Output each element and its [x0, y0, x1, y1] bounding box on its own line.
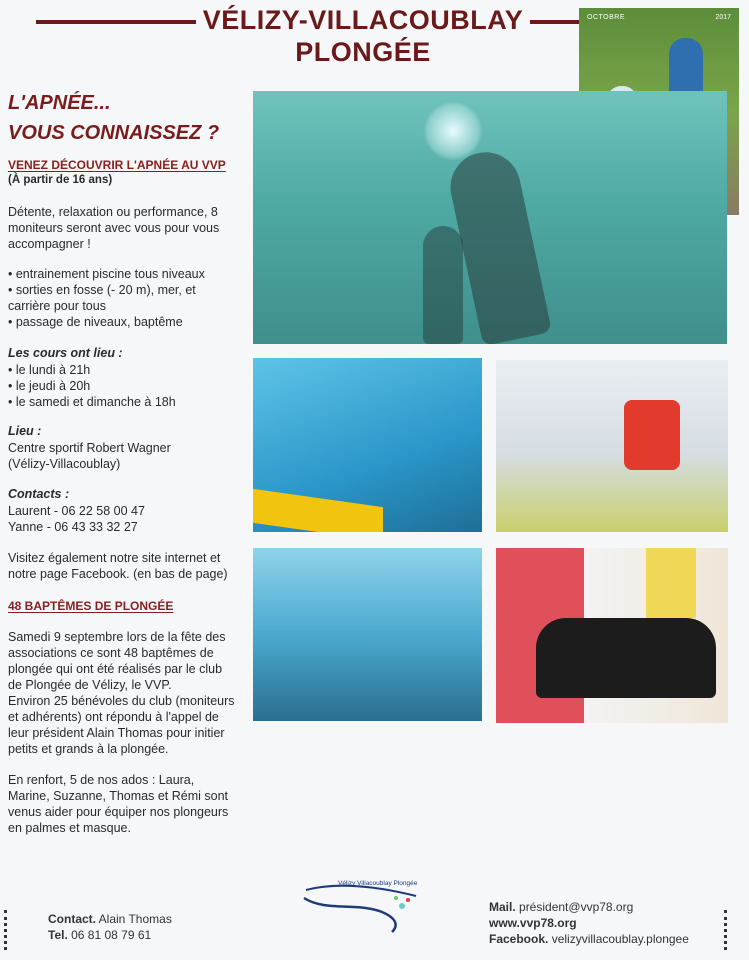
contact-line-1: Laurent - 06 22 58 00 47 [8, 504, 145, 518]
title-line-2: PLONGÉE [295, 37, 431, 67]
intro-lede [8, 88, 219, 148]
section-title-apnee: VENEZ DÉCOUVRIR L'APNÉE AU VVP [8, 158, 226, 172]
baptemes-paragraph-1: Samedi 9 septembre lors de la fête des associations ce sont 48 baptêmes de plongée qui ont été réalisés par le club de Plongée de Vélizy, le VVP. [8, 630, 226, 692]
list-item: • le samedi et dimanche à 18h [8, 394, 238, 410]
club-logo [296, 872, 426, 940]
facebook-link[interactable]: velizyvillacoublay.plongee [551, 932, 689, 946]
cover-month: OCTOBRE [587, 14, 625, 21]
pool-floats [646, 548, 696, 618]
title-line-1: VÉLIZY-VILLACOUBLAY [202, 5, 524, 35]
location-line-1: Centre sportif Robert Wagner [8, 441, 171, 455]
facebook-label: Facebook. [489, 932, 549, 946]
contact-label: Contact. [48, 912, 96, 926]
contacts-text [8, 503, 238, 535]
mail-label: Mail. [489, 900, 516, 914]
list-item: • le jeudi à 20h [8, 378, 238, 394]
lede-line-1: L'APNÉE... [8, 92, 111, 114]
age-note: (À partir de 16 ans) [8, 174, 113, 186]
mail-link[interactable]: président@vvp78.org [519, 900, 634, 914]
team-teens-photo [496, 548, 728, 723]
surface-light [423, 101, 483, 161]
logo-text: Vélizy Villacoublay Plongée [338, 880, 418, 887]
intro-paragraph: Détente, relaxation ou performance, 8 moniteurs seront avec vous pour vous accompagner ! [8, 205, 220, 251]
list-item: • sorties en fosse (- 20 m), mer, et carrière pour tous [8, 282, 238, 314]
poolside-training-photo [496, 360, 728, 532]
schedule-list [8, 362, 238, 410]
contact-name: Alain Thomas [98, 912, 172, 926]
location-label: Lieu : [8, 424, 42, 438]
header-rule-right [530, 20, 580, 24]
underwater-group-photo [253, 548, 482, 721]
list-item: • entrainement piscine tous niveaux [8, 266, 238, 282]
website-link[interactable]: www.vvp78.org [489, 916, 577, 930]
group-figure [536, 618, 716, 698]
pool-divers-photo [253, 358, 482, 532]
footer-contact [48, 911, 172, 943]
footer-dots-right [724, 910, 727, 950]
activities-list [8, 266, 238, 330]
contact-line-2: Yanne - 06 43 33 32 27 [8, 520, 138, 534]
tel-label: Tel. [48, 928, 68, 942]
baptemes-paragraph-2: Environ 25 bénévoles du club (moniteurs et adhérents) ont répondu à l'appel de leur président Alain Thomas pour initier petits et grands à la plongée. [8, 694, 235, 756]
list-item: • passage de niveaux, baptême [8, 314, 238, 330]
instructor-figure [624, 400, 680, 470]
section-title-baptemes: 48 BAPTÊMES DE PLONGÉE [8, 599, 174, 613]
footer-links [489, 899, 689, 947]
location-line-2: (Vélizy-Villacoublay) [8, 457, 121, 471]
pool-edge [253, 489, 383, 532]
cover-year: 2017 [715, 14, 731, 21]
tel-value: 06 81 08 79 61 [71, 928, 152, 942]
list-item: • le lundi à 21h [8, 362, 238, 378]
baptemes-paragraph-3: En renfort, 5 de nos ados : Laura, Marine, Suzanne, Thomas et Rémi sont venus aider pour équiper nos plongeurs en palmes et masque. [8, 773, 229, 835]
header-rule-left [36, 20, 196, 24]
page-title [196, 4, 530, 68]
diver-silhouette [423, 226, 463, 344]
schedule-label: Les cours ont lieu : [8, 346, 123, 360]
contacts-label: Contacts : [8, 487, 70, 501]
footer-dots-left [4, 910, 7, 950]
lede-line-2: VOUS CONNAISSEZ ? [8, 122, 220, 144]
visit-note: Visitez également notre site internet et notre page Facebook. (en bas de page) [8, 551, 228, 581]
freediving-hero-photo [253, 91, 727, 344]
location-text [8, 440, 238, 472]
